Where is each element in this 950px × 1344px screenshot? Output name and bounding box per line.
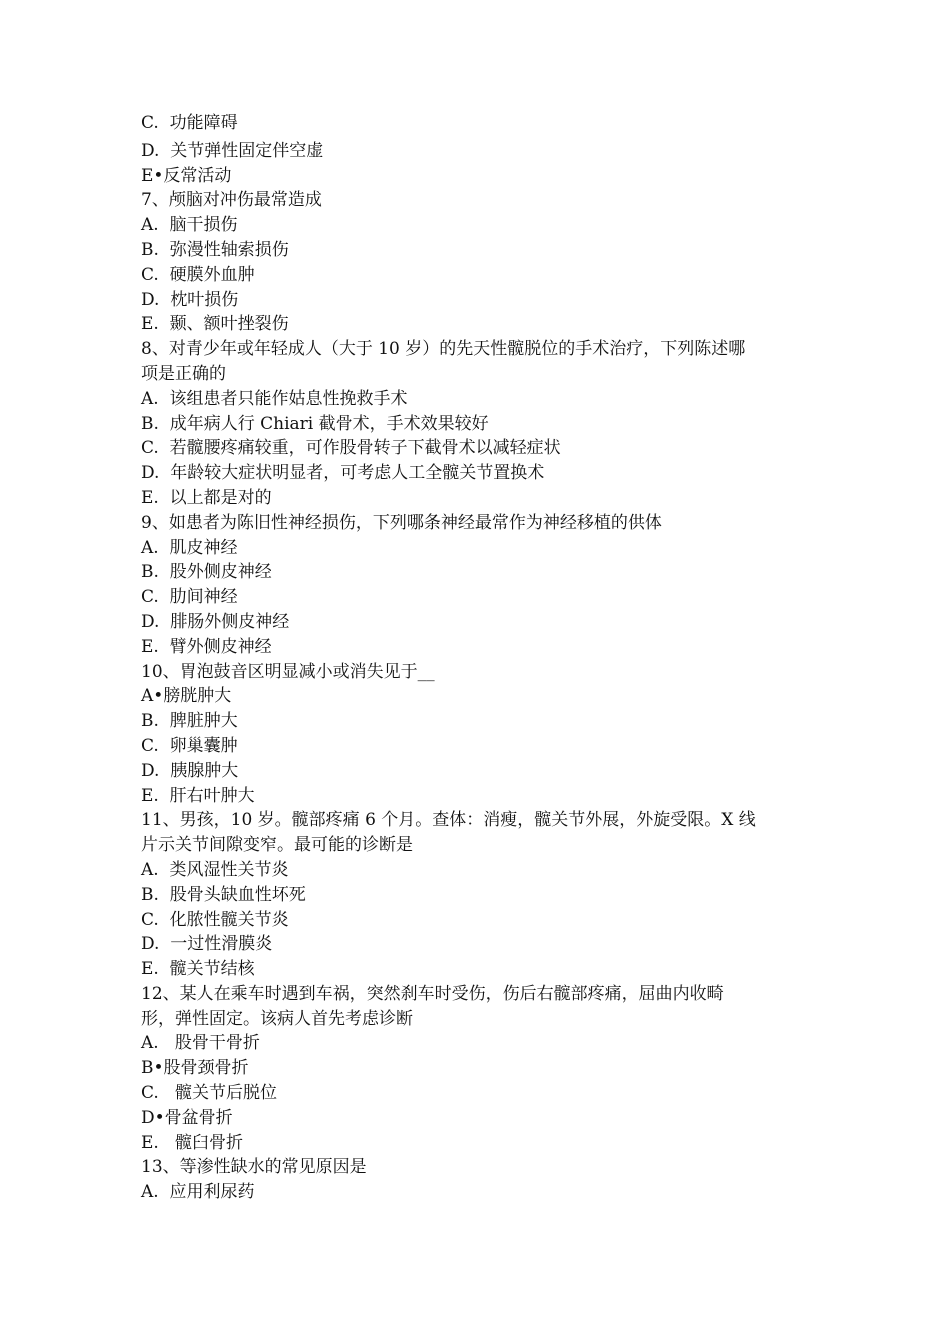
option-line: C. 化脓性髋关节炎 xyxy=(141,909,289,930)
question-heading: 11、男孩，10 岁。髋部疼痛 6 个月。查体：消瘦，髋关节外展，外旋受限。X 线 xyxy=(141,810,756,831)
option-line: D. 枕叶损伤 xyxy=(141,289,239,310)
option-line: C. 髋关节后脱位 xyxy=(141,1083,278,1104)
text-line: D. 关节弹性固定伴空虚 xyxy=(141,140,324,161)
option-line: A. 应用利尿药 xyxy=(141,1182,255,1203)
question-heading: 9、如患者为陈旧性神经损伤，下列哪条神经最常作为神经移植的供体 xyxy=(141,512,662,533)
option-line: B. 弥漫性轴索损伤 xyxy=(141,239,289,260)
question-heading: 13、等渗性缺水的常见原因是 xyxy=(141,1157,367,1178)
option-line: A. 脑干损伤 xyxy=(141,215,238,236)
option-line: D. 腓肠外侧皮神经 xyxy=(141,611,290,632)
option-line: E. 以上都是对的 xyxy=(141,487,272,508)
text-line: E•反常活动 xyxy=(141,165,232,186)
option-line: D. 年龄较大症状明显者，可考虑人工全髋关节置换术 xyxy=(141,463,545,484)
option-line: D•骨盆骨折 xyxy=(141,1107,233,1128)
option-line: D. 一过性滑膜炎 xyxy=(141,934,273,955)
option-line: A. 该组患者只能作姑息性挽救手术 xyxy=(141,388,408,409)
option-line: E. 髋关节结核 xyxy=(141,959,255,980)
question-text-block xyxy=(141,111,821,1205)
option-line: A. 类风湿性关节炎 xyxy=(141,859,289,880)
option-line: D. 胰腺肿大 xyxy=(141,760,239,781)
option-line: E. 颞、额叶挫裂伤 xyxy=(141,314,289,335)
option-line: C. 肋间神经 xyxy=(141,587,238,608)
option-line: A. 股骨干骨折 xyxy=(141,1033,260,1054)
option-line: E. 髋臼骨折 xyxy=(141,1132,244,1153)
option-line: B. 股外侧皮神经 xyxy=(141,562,272,583)
option-line: B. 脾脏肿大 xyxy=(141,711,238,732)
option-line: A. 肌皮神经 xyxy=(141,537,238,558)
question-heading: 12、某人在乘车时遇到车祸，突然刹车时受伤，伤后右髋部疼痛，屈曲内收畸 xyxy=(141,983,724,1004)
option-line: A•膀胱肿大 xyxy=(141,686,232,707)
option-line: E. 臂外侧皮神经 xyxy=(141,636,272,657)
text-line: C. 功能障碍 xyxy=(141,113,238,133)
option-line: B•股骨颈骨折 xyxy=(141,1058,249,1079)
option-line: B. 股骨头缺血性坏死 xyxy=(141,884,306,905)
question-heading: 8、对青少年或年轻成人（大于 10 岁）的先天性髋脱位的手术治疗，下列陈述哪 xyxy=(141,339,746,360)
question-heading: 10、胃泡鼓音区明显减小或消失见于__ xyxy=(141,661,435,682)
option-line: C. 硬膜外血肿 xyxy=(141,264,255,285)
option-line: E. 肝右叶肿大 xyxy=(141,785,255,806)
question-heading: 7、颅脑对冲伤最常造成 xyxy=(141,190,322,211)
option-line: C. 若髋腰疼痛较重，可作股骨转子下截骨术以减轻症状 xyxy=(141,438,561,459)
question-heading-continued: 形，弹性固定。该病人首先考虑诊断 xyxy=(141,1008,413,1029)
option-line: B. 成年病人行 Chiari 截骨术，手术效果较好 xyxy=(141,413,489,434)
question-heading-continued: 项是正确的 xyxy=(141,363,226,384)
option-line: C. 卵巢囊肿 xyxy=(141,735,238,756)
question-heading-continued: 片示关节间隙变窄。最可能的诊断是 xyxy=(141,835,413,856)
